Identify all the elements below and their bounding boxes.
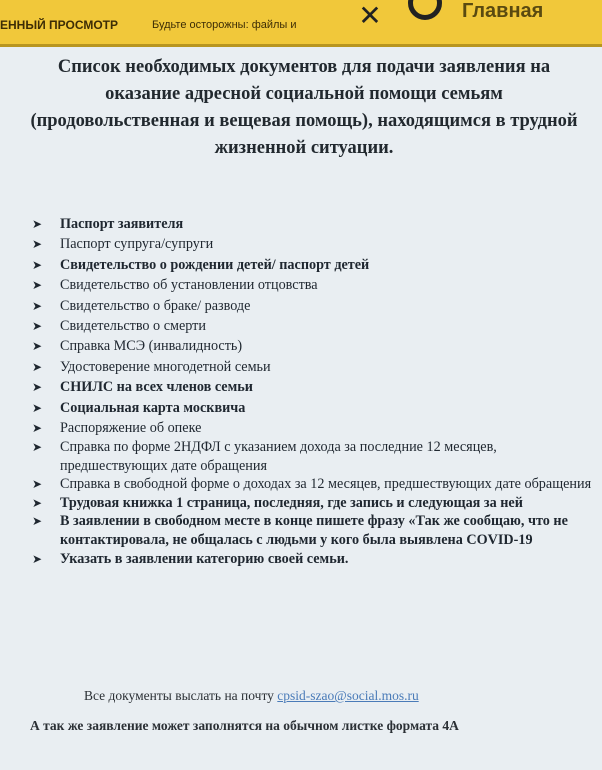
- bullet-arrow-icon: ➤: [32, 477, 43, 492]
- list-item: ➤ Свидетельство об установлении отцовства: [32, 275, 602, 295]
- bullet-arrow-icon: ➤: [32, 380, 43, 395]
- title-line-3: (продовольственная и вещевая помощь), находящимся в трудной: [30, 111, 578, 131]
- list-item: ➤ Удостоверение многодетной семьи: [32, 357, 602, 377]
- list-item: ➤ Распоряжение об опеке: [32, 418, 602, 438]
- send-instructions-text: Все документы выслать на почту: [84, 688, 274, 703]
- list-item: ➤ Справка по форме 2НДФЛ с указанием дохода за последние 12 месяцев, предшествующих дате обращения: [32, 439, 497, 474]
- title-line-4: жизненной ситуации.: [214, 138, 394, 158]
- home-icon[interactable]: [408, 0, 442, 20]
- form-note: А так же заявление может заполнятся на обычном листке формата 4А: [30, 718, 459, 733]
- bullet-arrow-icon: ➤: [32, 552, 43, 567]
- list-item: ➤ Паспорт супруга/супруги: [32, 234, 602, 254]
- protected-view-warning: Будьте осторожны: файлы и: [152, 19, 297, 31]
- bullet-arrow-icon: ➤: [32, 237, 43, 252]
- protected-view-bar: [0, 0, 602, 47]
- list-item: ➤ СНИЛС на всех членов семьи: [32, 377, 602, 397]
- list-item: ➤ В заявлении в свободном месте в конце пишете фразу «Так же сообщаю, что не контактировала, не общалась с людьми у кого была выявлена COVID-19: [32, 513, 568, 548]
- list-item: ➤ Указать в заявлении категорию своей семьи.: [32, 549, 602, 569]
- list-item: ➤ Трудовая книжка 1 страница, последняя, где запись и следующая за ней: [32, 494, 523, 511]
- list-item: ➤ Социальная карта москвича: [32, 398, 602, 418]
- bullet-arrow-icon: ➤: [32, 421, 43, 436]
- documents-list: [32, 214, 602, 570]
- document-title: [6, 54, 602, 162]
- list-item: ➤ Паспорт заявителя: [32, 214, 602, 234]
- bullet-arrow-icon: ➤: [32, 339, 43, 354]
- send-instructions: [84, 688, 602, 704]
- bullet-arrow-icon: ➤: [32, 319, 43, 334]
- title-line-1: Список необходимых документов для подачи заявления на: [57, 57, 551, 77]
- protected-view-label: ЕННЫЙ ПРОСМОТР: [0, 18, 119, 32]
- list-item: ➤ Свидетельство о браке/ разводе: [32, 296, 602, 316]
- bullet-arrow-icon: ➤: [32, 359, 43, 374]
- bullet-arrow-icon: ➤: [32, 278, 43, 293]
- home-tab-label[interactable]: Главная: [462, 0, 544, 22]
- list-item: ➤ Справка МСЭ (инвалидность): [32, 336, 602, 356]
- bullet-arrow-icon: ➤: [32, 495, 43, 510]
- bullet-arrow-icon: ➤: [32, 217, 43, 231]
- bullet-arrow-icon: ➤: [32, 298, 43, 313]
- list-item: ➤ Свидетельство о смерти: [32, 316, 602, 336]
- email-link[interactable]: cpsid-szao@social.mos.ru: [277, 688, 419, 703]
- bullet-arrow-icon: ➤: [32, 440, 43, 455]
- bullet-arrow-icon: ➤: [32, 400, 43, 415]
- list-item: ➤ Справка в свободной форме о доходах за 12 месяцев, предшествующих дате обращения: [32, 476, 592, 493]
- bullet-arrow-icon: ➤: [32, 514, 43, 529]
- bullet-arrow-icon: ➤: [32, 257, 43, 272]
- title-line-2: оказание адресной социальной помощи семьям: [105, 84, 503, 104]
- close-icon[interactable]: ✕: [358, 0, 382, 32]
- list-item: ➤ Свидетельство о рождении детей/ паспорт детей: [32, 255, 602, 275]
